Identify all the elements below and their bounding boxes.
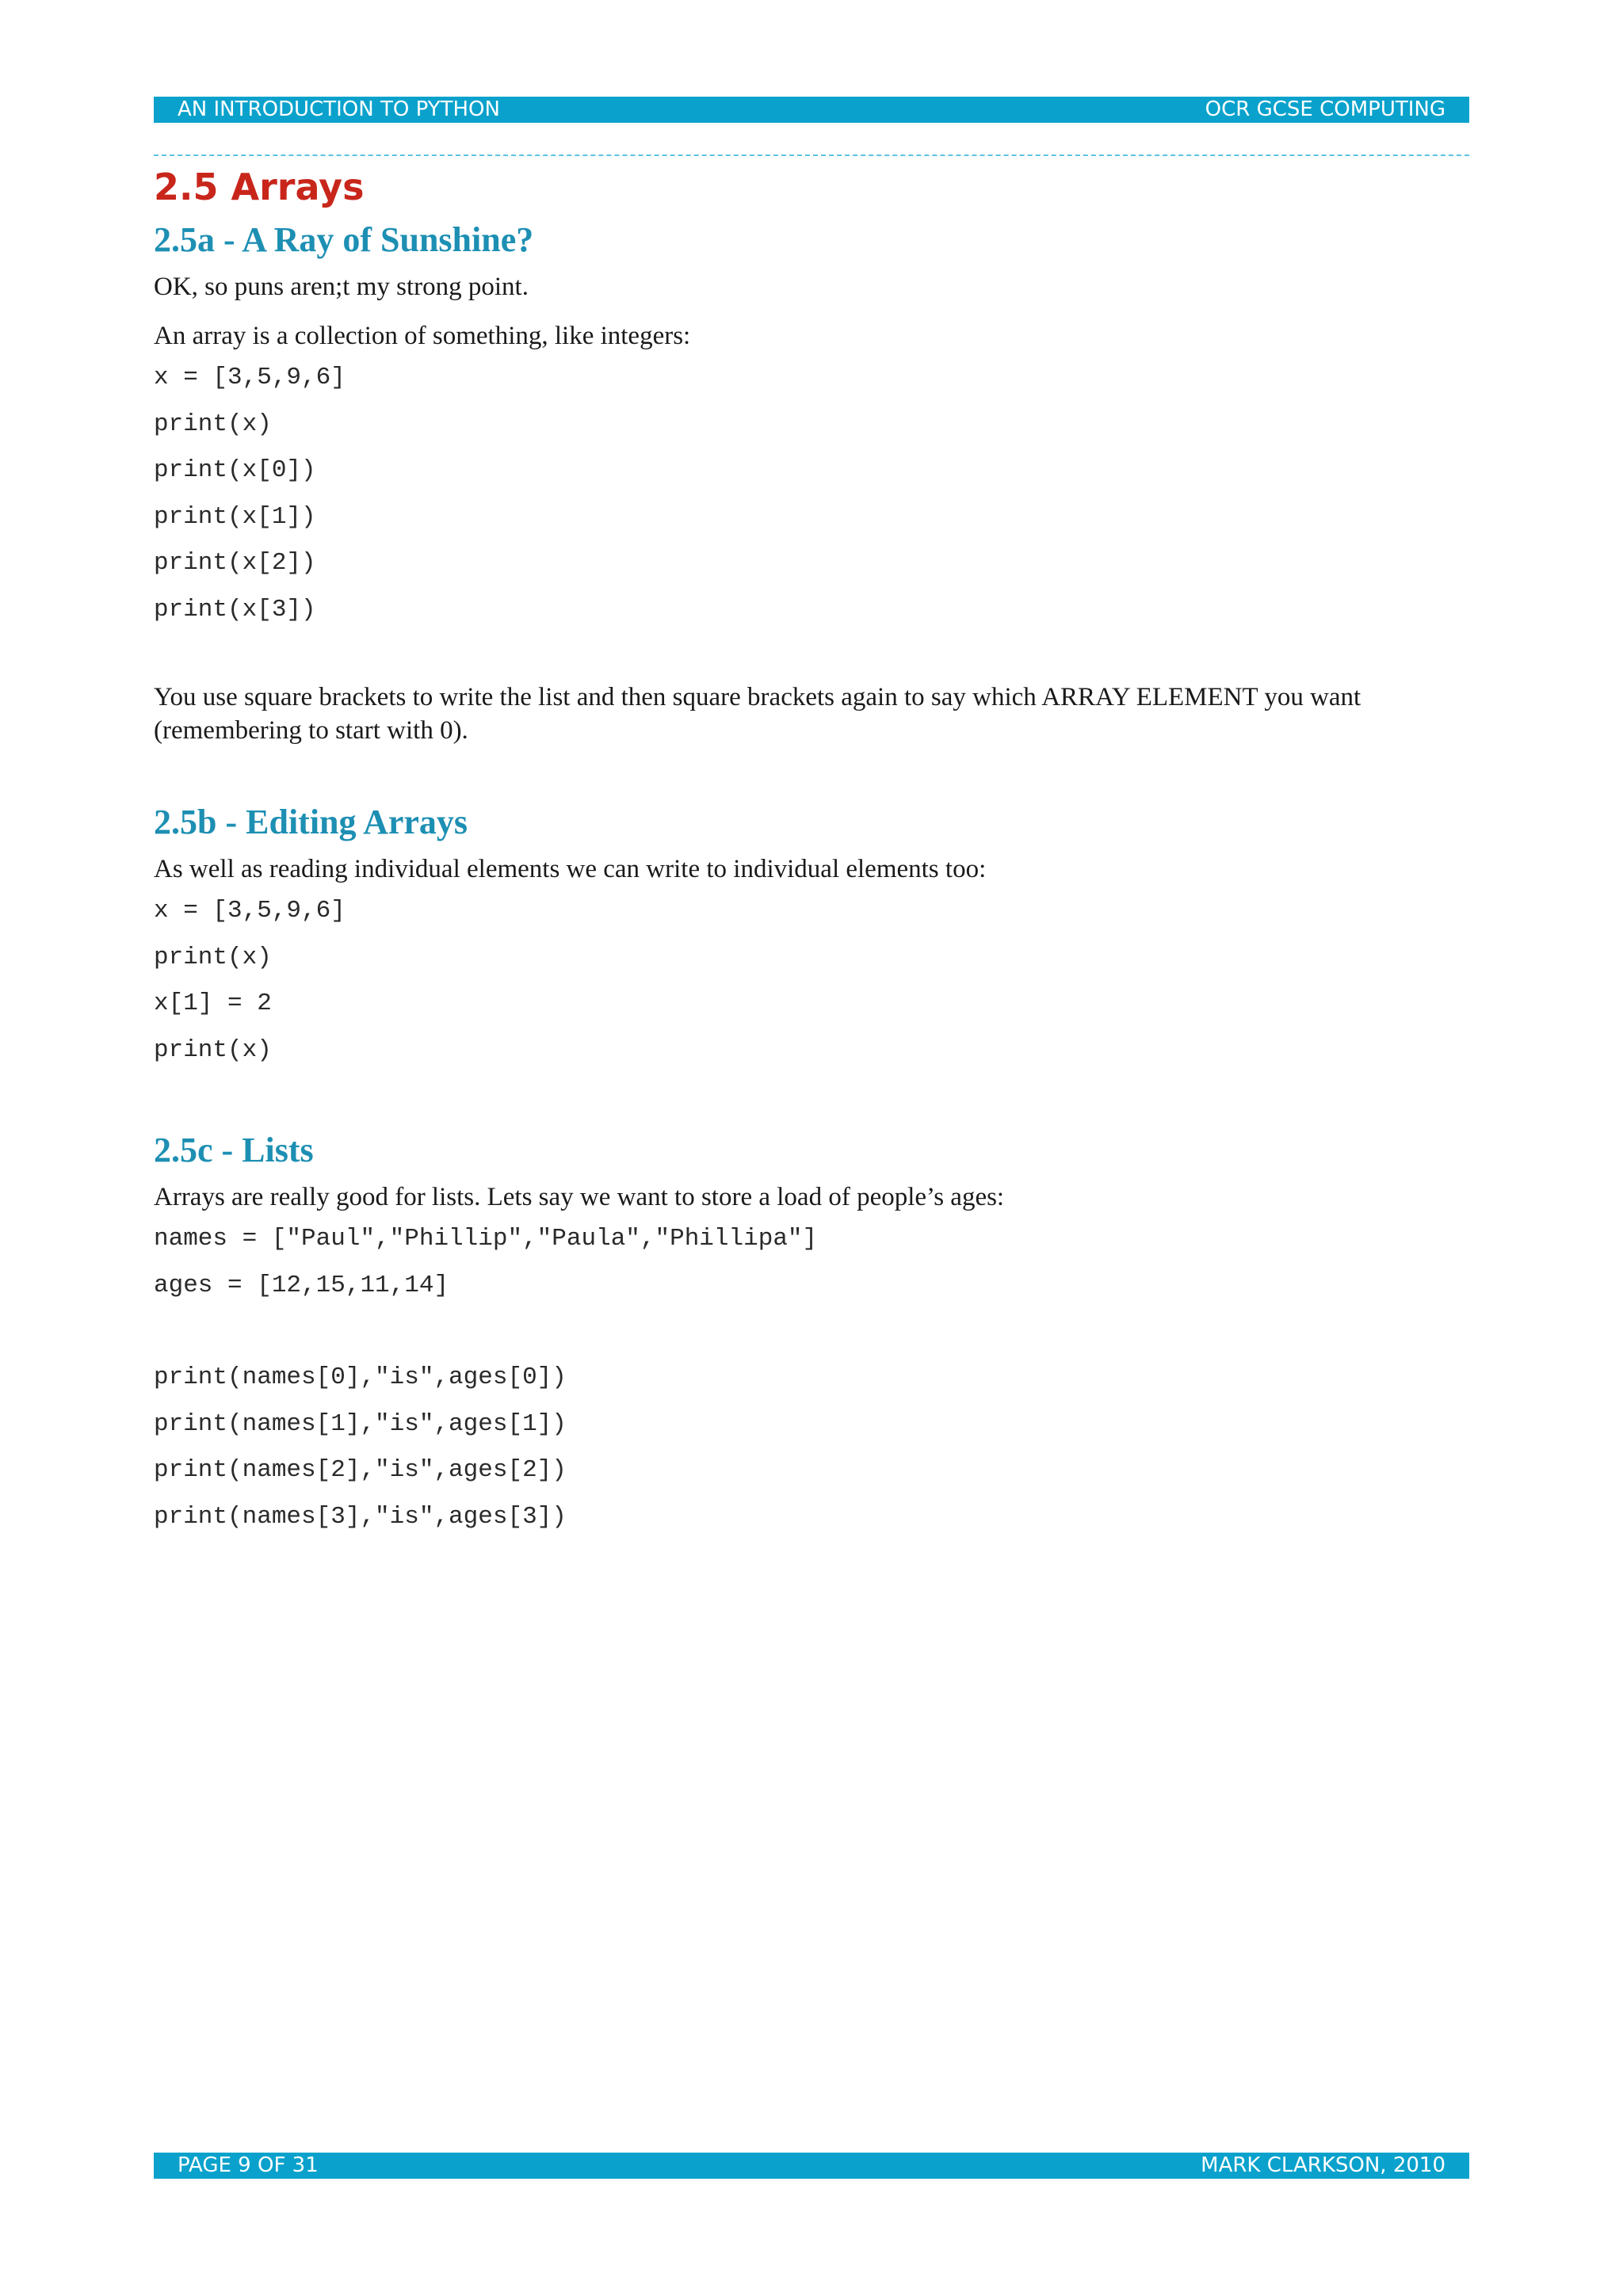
footer-author: MARK CLARKSON, 2010 xyxy=(1201,2153,1445,2177)
code-block-a xyxy=(154,355,1469,633)
code-line: x = [3,5,9,6] xyxy=(154,897,346,925)
code-line: print(x[1]) xyxy=(154,502,316,531)
code-line: print(x[2]) xyxy=(154,549,316,577)
paragraph-b1: As well as reading individual elements we can write to individual elements too: xyxy=(154,855,987,883)
paragraph-c1: Arrays are really good for lists. Lets say we want to store a load of people’s ages: xyxy=(154,1183,1005,1211)
page-footer xyxy=(154,2153,1469,2179)
page-header xyxy=(154,97,1469,123)
footer-page-number: PAGE 9 OF 31 xyxy=(178,2153,319,2177)
code-line: print(names[1],"is",ages[1]) xyxy=(154,1409,567,1438)
header-divider xyxy=(154,154,1469,156)
subsection-heading-a: 2.5a - A Ray of Sunshine? xyxy=(154,220,534,259)
code-line: print(x) xyxy=(154,1035,272,1064)
paragraph-a3: You use square brackets to write the list and then square brackets again to say which ARRAY ELEMENT you want (remembering to start with 0). xyxy=(154,683,1361,745)
code-line: print(x[0]) xyxy=(154,456,316,484)
code-line: x = [3,5,9,6] xyxy=(154,364,346,391)
header-left-text: AN INTRODUCTION TO PYTHON xyxy=(178,97,500,121)
page-content xyxy=(154,162,1469,1540)
code-line: x[1] = 2 xyxy=(154,990,272,1017)
code-block-b xyxy=(154,888,1469,1074)
code-line: print(x) xyxy=(154,943,272,971)
paragraph-a1: OK, so puns aren;t my strong point. xyxy=(154,273,529,301)
code-line: names = ["Paul","Phillip","Paula","Phillipa"] xyxy=(154,1225,818,1253)
paragraph-a2: An array is a collection of something, like integers: xyxy=(154,322,691,350)
code-line: ages = [12,15,11,14] xyxy=(154,1271,449,1299)
code-line: print(names[2],"is",ages[2]) xyxy=(154,1456,567,1484)
code-line: print(names[3],"is",ages[3]) xyxy=(154,1502,567,1531)
subsection-heading-b: 2.5b - Editing Arrays xyxy=(154,803,468,841)
header-right-text: OCR GCSE COMPUTING xyxy=(1205,97,1445,121)
code-line: print(names[0],"is",ages[0]) xyxy=(154,1363,567,1391)
code-line: print(x) xyxy=(154,410,272,438)
code-line: print(x[3]) xyxy=(154,595,316,624)
section-title: 2.5 Arrays xyxy=(154,166,365,208)
subsection-heading-c: 2.5c - Lists xyxy=(154,1131,314,1169)
code-block-c2 xyxy=(154,1355,1469,1540)
code-block-c1 xyxy=(154,1216,1469,1309)
